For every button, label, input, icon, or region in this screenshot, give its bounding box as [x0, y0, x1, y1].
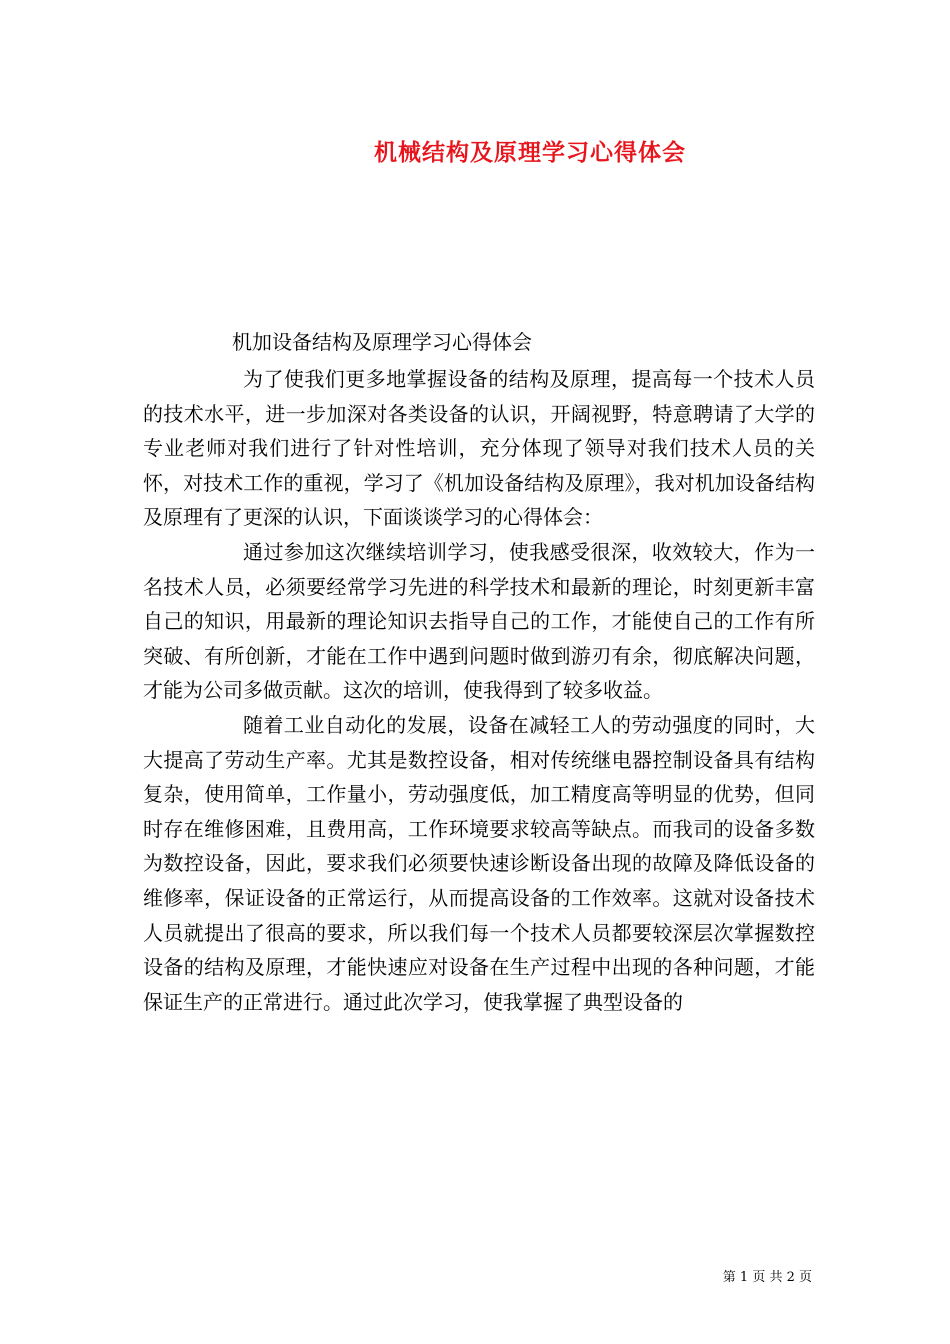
document-subtitle: 机加设备结构及原理学习心得体会 — [232, 330, 532, 354]
paragraph-1: 为了使我们更多地掌握设备的结构及原理，提高每一个技术人员的技术水平，进一步加深对各类设备的认识，开阔视野，特意聘请了大学的专业老师对我们进行了针对性培训，充分体现了领导对我们技术人员的关怀，对技术工作的重视，学习了《机加设备结构及原理》，我对机加设备结构及原理有了更深的认识，下面谈谈学习的心得体会： — [143, 367, 815, 530]
paragraph-3: 随着工业自动化的发展，设备在减轻工人的劳动强度的同时，大大提高了劳动生产率。尤其是数控设备，相对传统继电器控制设备具有结构复杂，使用简单，工作量小，劳动强度低，加工精度高等明显的优势，但同时存在维修困难，且费用高，工作环境要求较高等缺点。而我司的设备多数为数控设备，因此，要求我们必须要快速诊断设备出现的故障及降低设备的维修率，保证设备的正常运行，从而提高设备的工作效率。这就对设备技术人员就提出了很高的要求，所以我们每一个技术人员都要较深层次掌握数控设备的结构及原理，才能快速应对设备在生产过程中出现的各种问题，才能保证生产的正常进行。通过此次学习，使我掌握了典型设备的 — [143, 712, 815, 1014]
document-body — [143, 362, 815, 1019]
paragraph-2: 通过参加这次继续培训学习，使我感受很深，收效较大，作为一名技术人员，必须要经常学习先进的科学技术和最新的理论，时刻更新丰富自己的知识，用最新的理论知识去指导自己的工作，才能使自己的工作有所突破、有所创新，才能在工作中遇到问题时做到游刃有余，彻底解决问题，才能为公司多做贡献。这次的培训，使我得到了较多收益。 — [143, 539, 815, 703]
page-number-footer: 第 1 页 共 2 页 — [722, 1270, 812, 1285]
document-title: 机械结构及原理学习心得体会 — [374, 139, 686, 166]
